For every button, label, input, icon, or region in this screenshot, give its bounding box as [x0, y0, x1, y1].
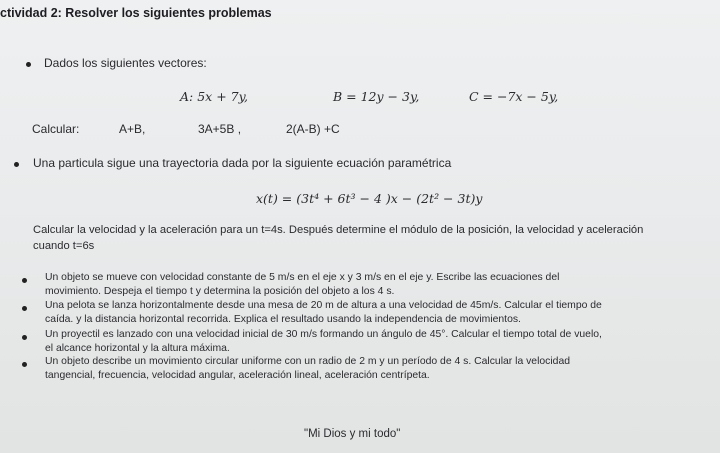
calc-item-2: 3A+5B , — [198, 122, 242, 136]
vectors-intro: Dados los siguientes vectores: — [44, 56, 207, 70]
calc-item-3: 2(A-B) +C — [286, 122, 340, 136]
vector-a: A: 5x + 7y, — [180, 89, 248, 104]
problem-1-line-2: movimiento. Despeja el tiempo t y determina la posición del objeto a los 4 s. — [45, 286, 395, 297]
activity-title: ctividad 2: Resolver los siguientes problemas — [0, 6, 272, 20]
problem-3-line-2: el alcance horizontal y la altura máxima. — [45, 343, 230, 354]
calc-item-1: A+B, — [119, 122, 146, 136]
problem-4-line-1: Un objeto describe un movimiento circular uniforme con un radio de 2 m y un período de 4 s. Calcular la velocidad — [45, 356, 571, 367]
bullet-particle — [14, 162, 19, 167]
problem-4-line-2: tangencial, frecuencia, velocidad angular, aceleración lineal, aceleración centrípeta. — [45, 370, 430, 381]
bullet-vectors — [26, 62, 31, 67]
bullet-problem-1 — [22, 278, 27, 283]
bullet-problem-4 — [22, 362, 27, 367]
problem-1-line-1: Un objeto se mueve con velocidad constante de 5 m/s en el eje x y 3 m/s en el eje y. Escribe las ecuaciones del — [45, 272, 560, 283]
particle-instruction-2: cuando t=6s — [33, 240, 95, 252]
calcular-label: Calcular: — [32, 122, 80, 136]
particle-intro: Una particula sigue una trayectoria dada por la siguiente ecuación paramétrica — [33, 156, 452, 170]
particle-instruction-1: Calcular la velocidad y la aceleración para un t=4s. Después determine el módulo de la posición, la velocidad y aceleración — [33, 224, 644, 236]
problem-3-line-1: Un proyectil es lanzado con una velocidad inicial de 30 m/s formando un ángulo de 45°. Calcular el tiempo total de vuelo, — [45, 329, 602, 340]
problem-2-line-1: Una pelota se lanza horizontalmente desde una mesa de 20 m de altura a una velocidad de 45m/s. Calcular el tiempo de — [45, 300, 602, 311]
vector-c: C = −7x − 5y, — [469, 89, 559, 104]
parametric-equation: x(t) = (3t⁴ + 6t³ − 4 )x − (2t² − 3t)y — [256, 191, 483, 206]
bullet-problem-2 — [22, 306, 27, 311]
bullet-problem-3 — [22, 335, 27, 340]
vector-b: B = 12y − 3y, — [333, 89, 420, 104]
footer-quote: "Mi Dios y mi todo" — [304, 428, 401, 440]
problem-2-line-2: caída. y la distancia horizontal recorrida. Explica el resultado usando la independencia de movimientos. — [45, 314, 521, 325]
